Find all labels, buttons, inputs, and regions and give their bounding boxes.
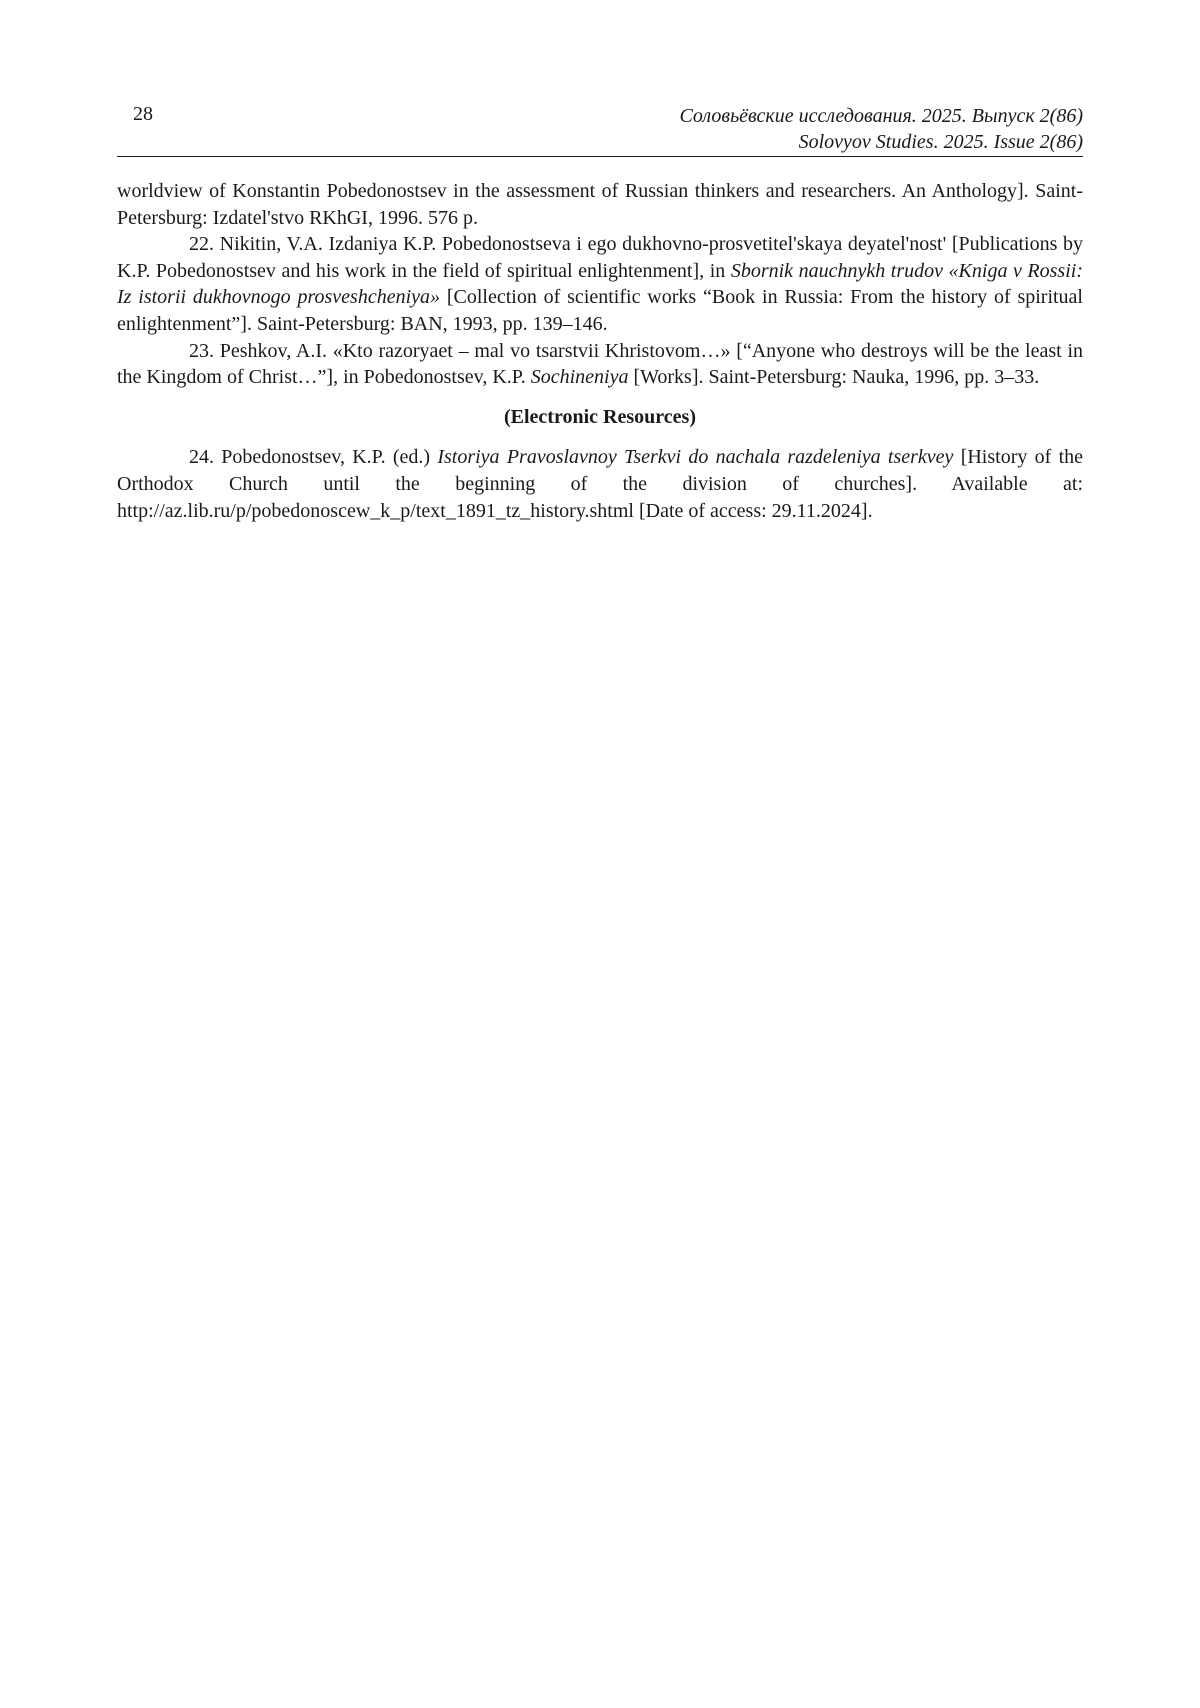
reference-22-italic: Sbornik nauchnykh trudov «Kniga v Rossii: Iz istorii dukhovnogo prosveshcheniya» [117, 259, 1083, 309]
header-rule [117, 156, 1083, 157]
reference-21-continuation [117, 178, 1083, 231]
reference-list [117, 178, 1083, 524]
journal-page [117, 95, 1083, 522]
reference-23 [117, 338, 1083, 391]
reference-21-text: worldview of Konstantin Pobedonostsev in the assessment of Russian thinkers and researchers. An Anthology]. Saint-Petersburg: Izdatel'stvo RKhGI, 1996. 576 p. [117, 180, 1083, 229]
reference-24-text-a: 24. Pobedonostsev, K.P. (ed.) [189, 446, 438, 469]
reference-23-text-a: 23. Peshkov, A.I. «Kto razoryaet – mal vo tsarstvii Khristovom…» [“Anyone who destroys will be the least in the Kingdom of Christ…”], in Pobedonostsev, K.P. [117, 339, 1083, 389]
running-head [679, 103, 1083, 155]
reference-22-text-b: [Collection of scientific works “Book in Russia: From the history of spiritual enlightenment”]. Saint-Petersburg: BAN, 1993, pp. 139–146. [117, 286, 1083, 335]
reference-24-italic: Istoriya Pravoslavnoy Tserkvi do nachala razdeleniya tserkvey [437, 446, 954, 469]
page-header [117, 95, 1083, 155]
reference-24-text-b: [History of the Orthodox Church until the beginning of the division of churches]. Available at: http://az.lib.ru/p/pobedonoscew_k_p/text_1891_tz_history.shtml [Date of access: 29.11.2024]. [117, 446, 1083, 522]
reference-23-text-b: [Works]. Saint-Petersburg: Nauka, 1996, pp. 3–33. [628, 366, 1040, 389]
reference-22-text-a: 22. Nikitin, V.A. Izdaniya K.P. Pobedonostseva i ego dukhovno-prosvetitel'skaya deyatel'nost' [Publications by K.P. Pobedonostsev and his work in the field of spiritual enlightenment], in [117, 233, 1083, 282]
reference-24 [117, 444, 1083, 524]
section-heading: (Electronic Resources) [504, 405, 696, 428]
journal-title-ru: Соловьёвские исследования. 2025. Выпуск 2(86) [679, 105, 1083, 127]
journal-title-en: Solovyov Studies. 2025. Issue 2(86) [798, 131, 1083, 153]
reference-22 [117, 231, 1083, 337]
page-number: 28 [133, 103, 153, 125]
reference-23-italic: Sochineniya [530, 366, 629, 389]
